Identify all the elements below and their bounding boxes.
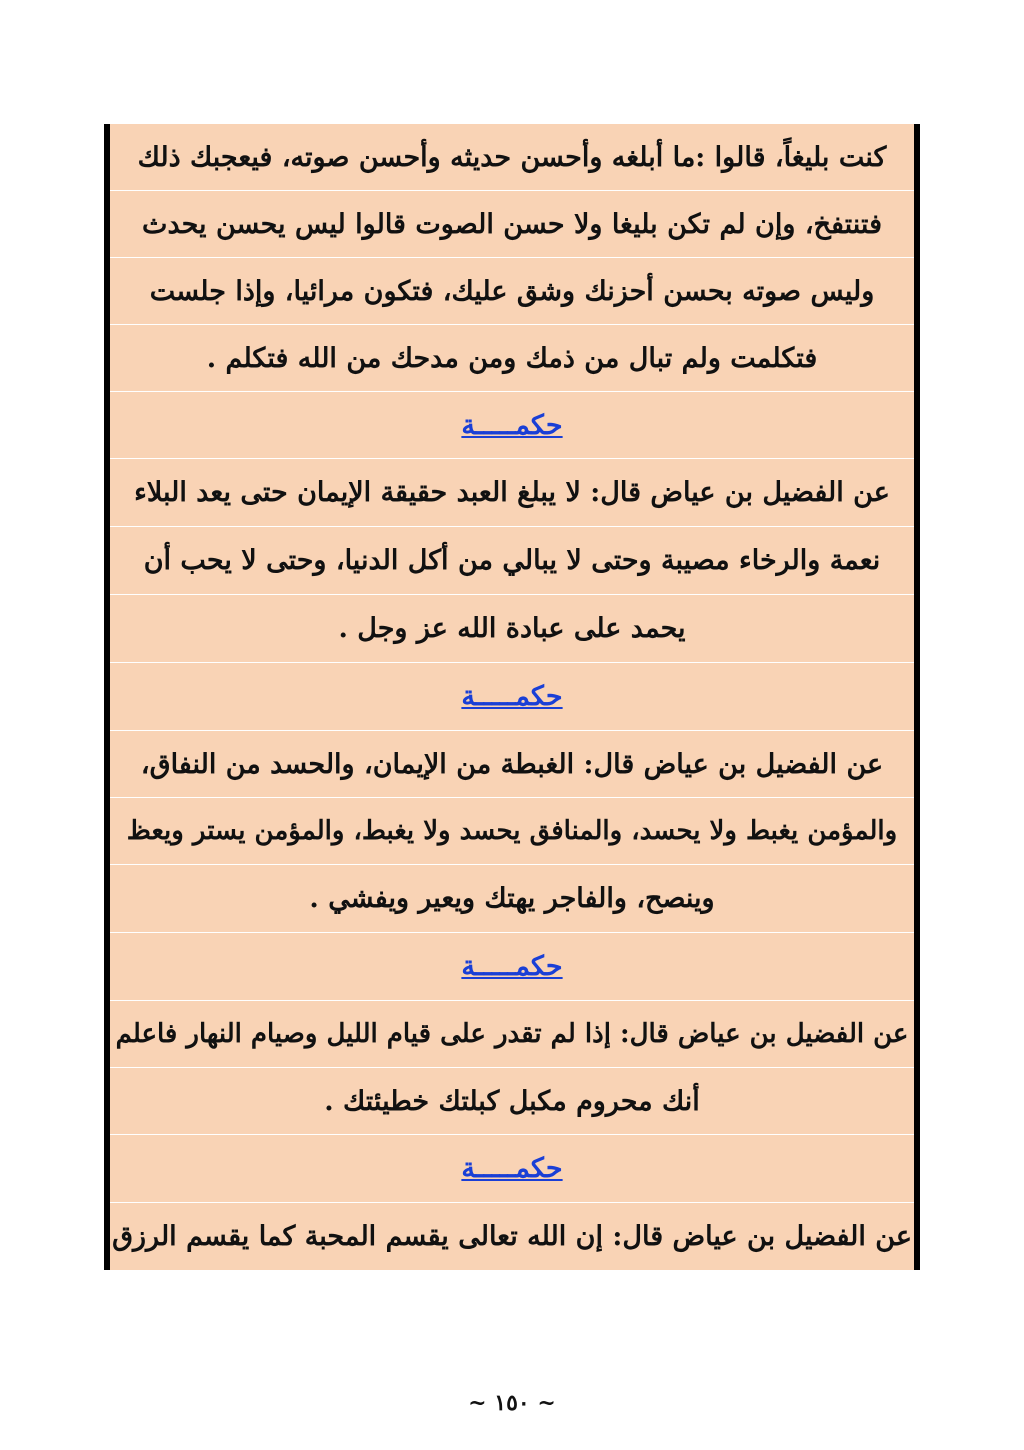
text-line	[110, 459, 914, 527]
text-line	[110, 798, 914, 865]
content-frame	[104, 124, 920, 1270]
line-text: عن الفضيل بن عياض قال: إذا لم تقدر على قيام الليل وصيام النهار فاعلم	[115, 1019, 909, 1049]
text-line	[110, 1068, 914, 1135]
line-text: كنت بليغاً، قالوا :ما أبلغه وأحسن حديثه وأحسن صوته، فيعجبك ذلك	[137, 141, 887, 173]
line-text: نعمة والرخاء مصيبة وحتى لا يبالي من أكل الدنيا، وحتى لا يحب أن	[143, 545, 881, 576]
line-text: عن الفضيل بن عياض قال: الغبطة من الإيمان، والحسد من النفاق،	[140, 748, 884, 780]
text-line	[110, 865, 914, 933]
section-heading-link[interactable]: حكمـــــة	[461, 951, 563, 982]
text-line	[110, 595, 914, 663]
line-text: وليس صوته بحسن أحزنك وشق عليك، فتكون مرائيا، وإذا جلست	[149, 275, 875, 307]
text-line	[110, 731, 914, 798]
line-text: يحمد على عبادة الله عز وجل .	[338, 613, 686, 644]
line-text: وينصح، والفاجر يهتك ويعير ويفشي .	[309, 883, 715, 914]
section-heading-link[interactable]: حكمـــــة	[461, 1153, 563, 1184]
line-text: فتنتفخ، وإن لم تكن بليغا ولا حسن الصوت قالوا ليس يحسن يحدث	[142, 208, 882, 240]
text-line	[110, 325, 914, 392]
text-line	[110, 1001, 914, 1068]
text-line	[110, 527, 914, 595]
page-number: ~ ١٥٠ ~	[468, 1390, 556, 1416]
line-text: عن الفضيل بن عياض قال: لا يبلغ العبد حقيقة الإيمان حتى يعد البلاء	[134, 477, 890, 508]
section-heading-row	[110, 1135, 914, 1203]
text-line	[110, 191, 914, 258]
section-heading-row	[110, 663, 914, 731]
line-text: عن الفضيل بن عياض قال: إن الله تعالى يقسم المحبة كما يقسم الرزق	[112, 1221, 912, 1252]
section-heading-row	[110, 933, 914, 1001]
section-heading-link[interactable]: حكمـــــة	[461, 681, 563, 712]
text-line	[110, 124, 914, 191]
text-line	[110, 1203, 914, 1270]
line-text: فتكلمت ولم تبال من ذمك ومن مدحك من الله فتكلم .	[206, 342, 818, 374]
text-line	[110, 258, 914, 325]
section-heading-row	[110, 392, 914, 459]
section-heading-link[interactable]: حكمـــــة	[461, 409, 563, 441]
line-text: والمؤمن يغبط ولا يحسد، والمنافق يحسد ولا يغبط، والمؤمن يستر ويعظ	[126, 816, 898, 846]
line-text: أنك محروم مكبل كبلتك خطيئتك .	[324, 1085, 700, 1117]
